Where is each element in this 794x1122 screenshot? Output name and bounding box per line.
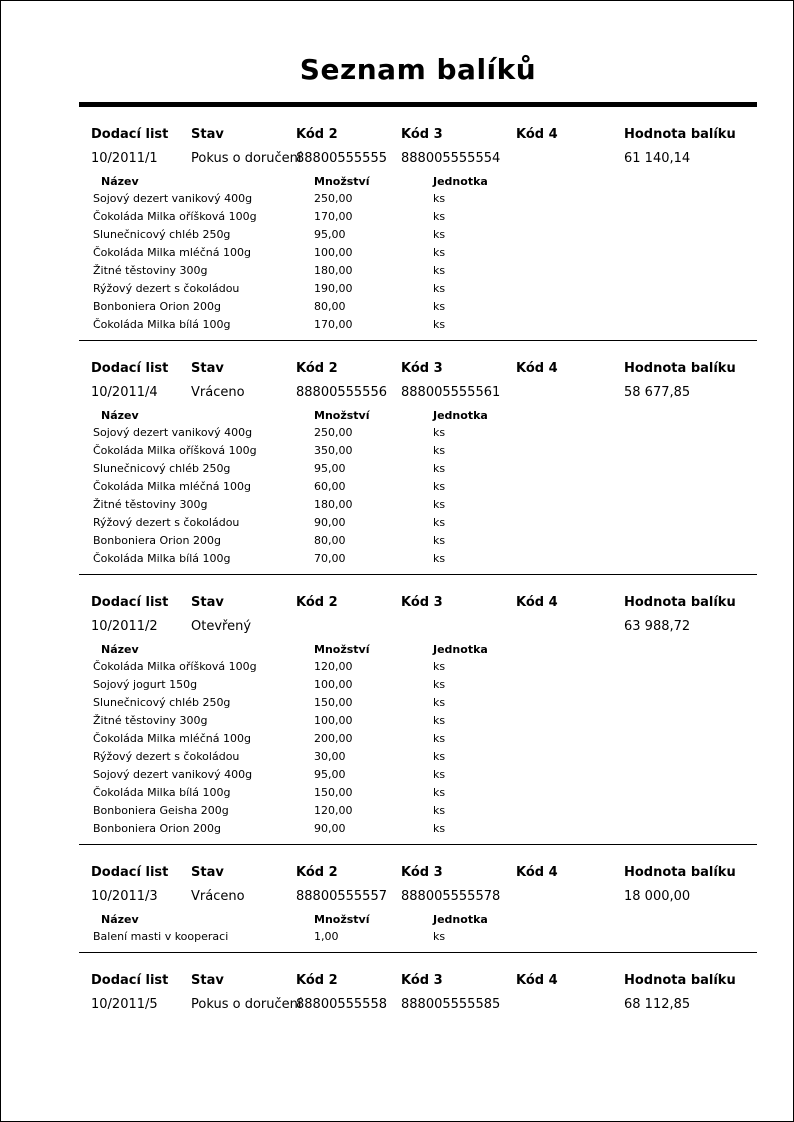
item-row: [79, 282, 757, 300]
kod3-value: [401, 619, 516, 643]
kod4-value: [516, 889, 624, 913]
item-col-header-mnozstvi: Množství: [314, 913, 370, 926]
kod3-value: 888005555561: [401, 385, 501, 400]
item-qty: 100,00: [314, 246, 353, 259]
package-header-row: [79, 973, 757, 997]
col-header-dodaci-list: Dodací list: [91, 595, 169, 610]
item-name: Sojový dezert vanikový 400g: [93, 192, 253, 205]
item-unit: ks: [433, 768, 446, 781]
item-unit: ks: [433, 246, 446, 259]
item-col-header-mnozstvi: Množství: [314, 175, 370, 188]
item-row: [79, 822, 757, 840]
col-header-stav: Stav: [191, 865, 224, 880]
item-row: [79, 804, 757, 822]
item-row: [79, 318, 757, 336]
hodnota-value: 18 000,00: [624, 889, 691, 904]
package-header-row: [79, 865, 757, 889]
item-unit: ks: [433, 426, 446, 439]
package-section: [79, 575, 757, 845]
col-header-stav: Stav: [191, 127, 224, 142]
item-name: Rýžový dezert s čokoládou: [93, 516, 240, 529]
item-row: [79, 786, 757, 804]
item-name: Čokoláda Milka mléčná 100g: [93, 732, 251, 745]
item-qty: 60,00: [314, 480, 346, 493]
col-header-kod3: Kód 3: [401, 973, 443, 988]
item-qty: 120,00: [314, 660, 353, 673]
kod2-value: 88800555557: [296, 889, 387, 904]
item-unit: ks: [433, 786, 446, 799]
item-unit: ks: [433, 534, 446, 547]
item-col-header-nazev: Název: [101, 643, 139, 656]
item-name: Sojový dezert vanikový 400g: [93, 768, 253, 781]
item-unit: ks: [433, 498, 446, 511]
item-unit: ks: [433, 282, 446, 295]
item-row: [79, 678, 757, 696]
col-header-dodaci-list: Dodací list: [91, 973, 169, 988]
item-row: [79, 480, 757, 498]
item-name: Čokoláda Milka oříšková 100g: [93, 444, 257, 457]
hodnota-value: 63 988,72: [624, 619, 691, 634]
package-value-row: [79, 385, 757, 409]
package-value-row: [79, 151, 757, 175]
item-col-header-nazev: Název: [101, 409, 139, 422]
hodnota-value: 68 112,85: [624, 997, 691, 1012]
col-header-dodaci-list: Dodací list: [91, 361, 169, 376]
item-name: Slunečnicový chléb 250g: [93, 228, 231, 241]
col-header-stav: Stav: [191, 595, 224, 610]
kod3-value: 888005555554: [401, 151, 501, 166]
items-list: [79, 930, 757, 948]
item-name: Žitné těstoviny 300g: [93, 498, 208, 511]
item-name: Čokoláda Milka mléčná 100g: [93, 246, 251, 259]
item-col-header-mnozstvi: Množství: [314, 643, 370, 656]
item-col-header-nazev: Název: [101, 175, 139, 188]
item-row: [79, 426, 757, 444]
package-value-row: [79, 997, 757, 1021]
item-row: [79, 930, 757, 948]
item-name: Čokoláda Milka bílá 100g: [93, 786, 231, 799]
items-header-row: [79, 913, 757, 930]
col-header-kod4: Kód 4: [516, 361, 558, 376]
dodaci-list-value: 10/2011/5: [91, 997, 158, 1012]
item-unit: ks: [433, 678, 446, 691]
col-header-kod3: Kód 3: [401, 865, 443, 880]
item-unit: ks: [433, 516, 446, 529]
item-name: Čokoláda Milka oříšková 100g: [93, 210, 257, 223]
package-value-row: [79, 619, 757, 643]
item-unit: ks: [433, 822, 446, 835]
item-row: [79, 732, 757, 750]
item-unit: ks: [433, 444, 446, 457]
item-qty: 180,00: [314, 264, 353, 277]
dodaci-list-value: 10/2011/4: [91, 385, 158, 400]
package-section: [79, 341, 757, 575]
item-row: [79, 300, 757, 318]
item-name: Žitné těstoviny 300g: [93, 264, 208, 277]
item-row: [79, 696, 757, 714]
package-section: [79, 953, 757, 1021]
item-row: [79, 228, 757, 246]
package-header-row: [79, 595, 757, 619]
stav-value: Otevřený: [191, 619, 252, 634]
item-qty: 95,00: [314, 768, 346, 781]
kod4-value: [516, 151, 624, 175]
item-unit: ks: [433, 210, 446, 223]
item-unit: ks: [433, 696, 446, 709]
item-qty: 170,00: [314, 210, 353, 223]
item-row: [79, 210, 757, 228]
col-header-hodnota: Hodnota balíku: [624, 361, 736, 376]
item-name: Slunečnicový chléb 250g: [93, 462, 231, 475]
item-qty: 190,00: [314, 282, 353, 295]
items-list: [79, 192, 757, 336]
hodnota-value: 61 140,14: [624, 151, 691, 166]
item-qty: 180,00: [314, 498, 353, 511]
kod2-value: 88800555555: [296, 151, 387, 166]
item-qty: 150,00: [314, 786, 353, 799]
item-unit: ks: [433, 714, 446, 727]
item-row: [79, 660, 757, 678]
dodaci-list-value: 10/2011/2: [91, 619, 158, 634]
package-value-row: [79, 889, 757, 913]
col-header-kod3: Kód 3: [401, 361, 443, 376]
dodaci-list-value: 10/2011/3: [91, 889, 158, 904]
item-qty: 100,00: [314, 678, 353, 691]
item-qty: 90,00: [314, 822, 346, 835]
item-qty: 170,00: [314, 318, 353, 331]
item-unit: ks: [433, 804, 446, 817]
kod3-value: 888005555585: [401, 997, 501, 1012]
stav-value: Pokus o doručení: [191, 151, 302, 166]
item-qty: 100,00: [314, 714, 353, 727]
col-header-kod4: Kód 4: [516, 127, 558, 142]
items-header-row: [79, 409, 757, 426]
kod4-value: [516, 385, 624, 409]
item-qty: 30,00: [314, 750, 346, 763]
report-content: [79, 53, 757, 1021]
item-row: [79, 462, 757, 480]
item-name: Rýžový dezert s čokoládou: [93, 282, 240, 295]
item-unit: ks: [433, 318, 446, 331]
item-qty: 250,00: [314, 192, 353, 205]
item-name: Bonboniera Orion 200g: [93, 534, 221, 547]
item-name: Sojový jogurt 150g: [93, 678, 198, 691]
item-name: Bonboniera Orion 200g: [93, 822, 221, 835]
item-name: Čokoláda Milka bílá 100g: [93, 318, 231, 331]
item-name: Balení masti v kooperaci: [93, 930, 229, 943]
report-title: Seznam balíků: [299, 53, 537, 86]
kod3-value: 888005555578: [401, 889, 501, 904]
col-header-kod2: Kód 2: [296, 973, 338, 988]
item-unit: ks: [433, 660, 446, 673]
item-qty: 70,00: [314, 552, 346, 565]
kod2-value: [296, 619, 401, 643]
item-col-header-mnozstvi: Množství: [314, 409, 370, 422]
item-row: [79, 768, 757, 786]
item-col-header-jednotka: Jednotka: [433, 643, 488, 656]
item-row: [79, 246, 757, 264]
item-unit: ks: [433, 480, 446, 493]
col-header-stav: Stav: [191, 973, 224, 988]
col-header-hodnota: Hodnota balíku: [624, 127, 736, 142]
col-header-kod2: Kód 2: [296, 361, 338, 376]
col-header-kod2: Kód 2: [296, 865, 338, 880]
dodaci-list-value: 10/2011/1: [91, 151, 158, 166]
item-col-header-jednotka: Jednotka: [433, 409, 488, 422]
item-unit: ks: [433, 930, 446, 943]
items-list: [79, 426, 757, 570]
items-header-row: [79, 175, 757, 192]
col-header-hodnota: Hodnota balíku: [624, 865, 736, 880]
item-row: [79, 534, 757, 552]
col-header-stav: Stav: [191, 361, 224, 376]
hodnota-value: 58 677,85: [624, 385, 691, 400]
item-name: Sojový dezert vanikový 400g: [93, 426, 253, 439]
col-header-kod3: Kód 3: [401, 127, 443, 142]
item-col-header-jednotka: Jednotka: [433, 175, 488, 188]
item-qty: 150,00: [314, 696, 353, 709]
kod2-value: 88800555556: [296, 385, 387, 400]
item-unit: ks: [433, 750, 446, 763]
col-header-kod4: Kód 4: [516, 865, 558, 880]
kod2-value: 88800555558: [296, 997, 387, 1012]
item-qty: 80,00: [314, 300, 346, 313]
item-row: [79, 516, 757, 534]
item-unit: ks: [433, 462, 446, 475]
item-name: Žitné těstoviny 300g: [93, 714, 208, 727]
col-header-dodaci-list: Dodací list: [91, 127, 169, 142]
item-unit: ks: [433, 228, 446, 241]
item-qty: 95,00: [314, 228, 346, 241]
col-header-kod4: Kód 4: [516, 595, 558, 610]
col-header-dodaci-list: Dodací list: [91, 865, 169, 880]
item-name: Čokoláda Milka mléčná 100g: [93, 480, 251, 493]
item-qty: 1,00: [314, 930, 339, 943]
item-name: Slunečnicový chléb 250g: [93, 696, 231, 709]
stav-value: Pokus o doručení: [191, 997, 302, 1012]
item-unit: ks: [433, 552, 446, 565]
item-row: [79, 714, 757, 732]
item-col-header-nazev: Název: [101, 913, 139, 926]
item-qty: 90,00: [314, 516, 346, 529]
package-header-row: [79, 361, 757, 385]
package-section: [79, 845, 757, 953]
kod4-value: [516, 997, 624, 1021]
col-header-kod2: Kód 2: [296, 127, 338, 142]
col-header-hodnota: Hodnota balíku: [624, 973, 736, 988]
kod4-value: [516, 619, 624, 643]
package-section: [79, 107, 757, 341]
item-qty: 200,00: [314, 732, 353, 745]
col-header-kod4: Kód 4: [516, 973, 558, 988]
item-row: [79, 264, 757, 282]
item-qty: 80,00: [314, 534, 346, 547]
item-qty: 120,00: [314, 804, 353, 817]
stav-value: Vráceno: [191, 385, 245, 400]
items-header-row: [79, 643, 757, 660]
col-header-kod2: Kód 2: [296, 595, 338, 610]
item-qty: 350,00: [314, 444, 353, 457]
item-unit: ks: [433, 264, 446, 277]
col-header-kod3: Kód 3: [401, 595, 443, 610]
item-row: [79, 498, 757, 516]
item-qty: 250,00: [314, 426, 353, 439]
item-unit: ks: [433, 192, 446, 205]
item-unit: ks: [433, 300, 446, 313]
stav-value: Vráceno: [191, 889, 245, 904]
item-col-header-jednotka: Jednotka: [433, 913, 488, 926]
item-row: [79, 192, 757, 210]
package-header-row: [79, 127, 757, 151]
item-qty: 95,00: [314, 462, 346, 475]
item-name: Bonboniera Orion 200g: [93, 300, 221, 313]
col-header-hodnota: Hodnota balíku: [624, 595, 736, 610]
item-name: Čokoláda Milka oříšková 100g: [93, 660, 257, 673]
item-name: Čokoláda Milka bílá 100g: [93, 552, 231, 565]
items-list: [79, 660, 757, 840]
item-row: [79, 552, 757, 570]
item-name: Bonboniera Geisha 200g: [93, 804, 229, 817]
item-row: [79, 750, 757, 768]
item-name: Rýžový dezert s čokoládou: [93, 750, 240, 763]
item-row: [79, 444, 757, 462]
item-unit: ks: [433, 732, 446, 745]
